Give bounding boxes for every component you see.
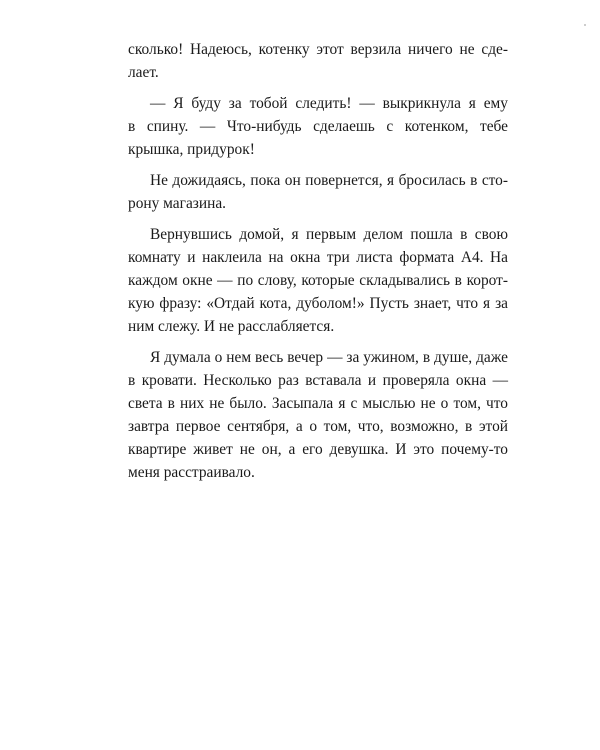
paragraph-3 [128,169,508,215]
text-line: меня расстраивало. [128,464,255,481]
text-line: лает. [128,64,159,81]
paragraph-2 [128,92,508,161]
text-line: комнату и наклеила на окна три листа формата А4. На [128,249,508,266]
text-line: кую фразу: «Отдай кота, дуболом!» Пусть знает, что я за [128,295,508,312]
text-line: света в них не было. Засыпала я с мыслью не о том, что [128,395,508,412]
text-line: — Я буду за тобой следить! — выкрикнула я ему [150,95,508,112]
page-speck [584,24,586,26]
text-line: рону магазина. [128,195,227,212]
text-line: сколько! Надеюсь, котенку этот верзила ничего не сде- [128,41,508,58]
text-line: ним слежу. И не расслабляется. [128,318,335,335]
text-line: завтра первое сентября, а о том, что, возможно, в этой [128,418,508,435]
text-line: в спину. — Что-нибудь сделаешь с котенком, тебе [128,118,508,135]
body-text [128,38,508,484]
text-line: в кровати. Несколько раз вставала и проверяла окна — [128,372,508,389]
text-line: Я думала о нем весь вечер — за ужином, в душе, даже [150,349,508,366]
paragraph-5 [128,346,508,484]
text-line: крышка, придурок! [128,141,255,158]
text-line: квартире живет не он, а его девушка. И это почему-то [128,441,508,458]
text-line: каждом окне — по слову, которые складывались в корот- [128,272,508,289]
paragraph-1 [128,38,508,84]
text-line: Не дожидаясь, пока он повернется, я бросилась в сто- [150,172,508,189]
text-line: Вернувшись домой, я первым делом пошла в свою [150,226,508,243]
paragraph-4 [128,223,508,338]
